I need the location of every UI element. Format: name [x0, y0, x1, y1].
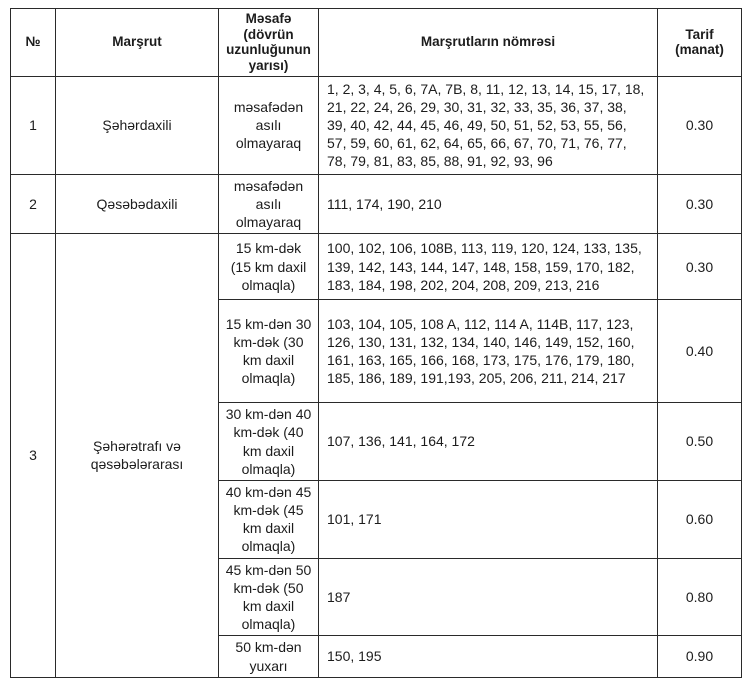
row1-numbers-cell: 1, 2, 3, 4, 5, 6, 7A, 7B, 8, 11, 12, 13, 14, 15, 17, 18, 21, 22, 24, 26, 29, 30, 31, 32, 33, 35, 36, 37, 38, 39, 40, 42, 44, 45, 46, 49, 50, 51, 52, 53, 55, 56, 57, 59, 60, 61, 62, 64, 65, 66, 67, 70, 71, 76, 77, 78, 79, 81, 83, 85, 88, 91, 92, 93, 96: [319, 76, 658, 174]
row3-sub4-distance-cell: 40 km-dən 45 km-dək (45 km daxil olmaqla): [219, 480, 319, 558]
row3-sub5-tariff-cell: 0.80: [658, 558, 742, 636]
header-cell-route: Marşrut: [56, 9, 219, 77]
row3-sub1-numbers-cell: 100, 102, 106, 108B, 113, 119, 120, 124, 133, 135, 139, 142, 143, 144, 147, 148, 158, 159, 170, 182, 183, 184, 198, 202, 204, 208, 209, 213, 216: [319, 234, 658, 300]
row3-sub5-numbers-cell: 187: [319, 558, 658, 636]
tariff-table: [10, 8, 742, 678]
row3-sub6-numbers-cell: 150, 195: [319, 636, 658, 677]
row3-sub6-distance-cell: 50 km-dən yuxarı: [219, 636, 319, 677]
row3-sub1-distance-cell: 15 km-dək (15 km daxil olmaqla): [219, 234, 319, 300]
table-row: [11, 234, 742, 300]
header-cell-numbers: Marşrutların nömrəsi: [319, 9, 658, 77]
header-cell-no: №: [11, 9, 56, 77]
row3-sub3-distance-cell: 30 km-dən 40 km-dək (40 km daxil olmaqla): [219, 403, 319, 481]
row1-route-cell: Şəhərdaxili: [56, 76, 219, 174]
row3-sub3-numbers-cell: 107, 136, 141, 164, 172: [319, 403, 658, 481]
row3-sub2-numbers-cell: 103, 104, 105, 108 A, 112, 114 A, 114B, 117, 123, 126, 130, 131, 132, 134, 140, 146, 149, 152, 160, 161, 163, 165, 166, 168, 173, 175, 176, 179, 180, 185, 186, 189, 191,193, 205, 206, 211, 214, 217: [319, 300, 658, 403]
row1-no-cell: 1: [11, 76, 56, 174]
row3-sub5-distance-cell: 45 km-dən 50 km-dək (50 km daxil olmaqla): [219, 558, 319, 636]
row2-route-cell: Qəsəbədaxili: [56, 174, 219, 234]
row3-sub4-numbers-cell: 101, 171: [319, 480, 658, 558]
row2-no-cell: 2: [11, 174, 56, 234]
row2-numbers-cell: 111, 174, 190, 210: [319, 174, 658, 234]
row3-sub2-distance-cell: 15 km-dən 30 km-dək (30 km daxil olmaqla): [219, 300, 319, 403]
header-cell-tariff: Tarif (manat): [658, 9, 742, 77]
row1-distance-cell: məsafədən asılı olmayaraq: [219, 76, 319, 174]
row3-sub3-tariff-cell: 0.50: [658, 403, 742, 481]
header-cell-distance: Məsafə (dövrün uzunluğunun yarısı): [219, 9, 319, 77]
row3-sub2-tariff-cell: 0.40: [658, 300, 742, 403]
row3-route-cell: Şəhərətrafı və qəsəbələrarası: [56, 234, 219, 678]
row2-distance-cell: məsafədən asılı olmayaraq: [219, 174, 319, 234]
table-row: [11, 76, 742, 174]
row3-sub1-tariff-cell: 0.30: [658, 234, 742, 300]
row3-no-cell: 3: [11, 234, 56, 678]
row1-tariff-cell: 0.30: [658, 76, 742, 174]
row3-sub6-tariff-cell: 0.90: [658, 636, 742, 677]
row2-tariff-cell: 0.30: [658, 174, 742, 234]
header-row: [11, 9, 742, 77]
table-row: [11, 174, 742, 234]
row3-sub4-tariff-cell: 0.60: [658, 480, 742, 558]
